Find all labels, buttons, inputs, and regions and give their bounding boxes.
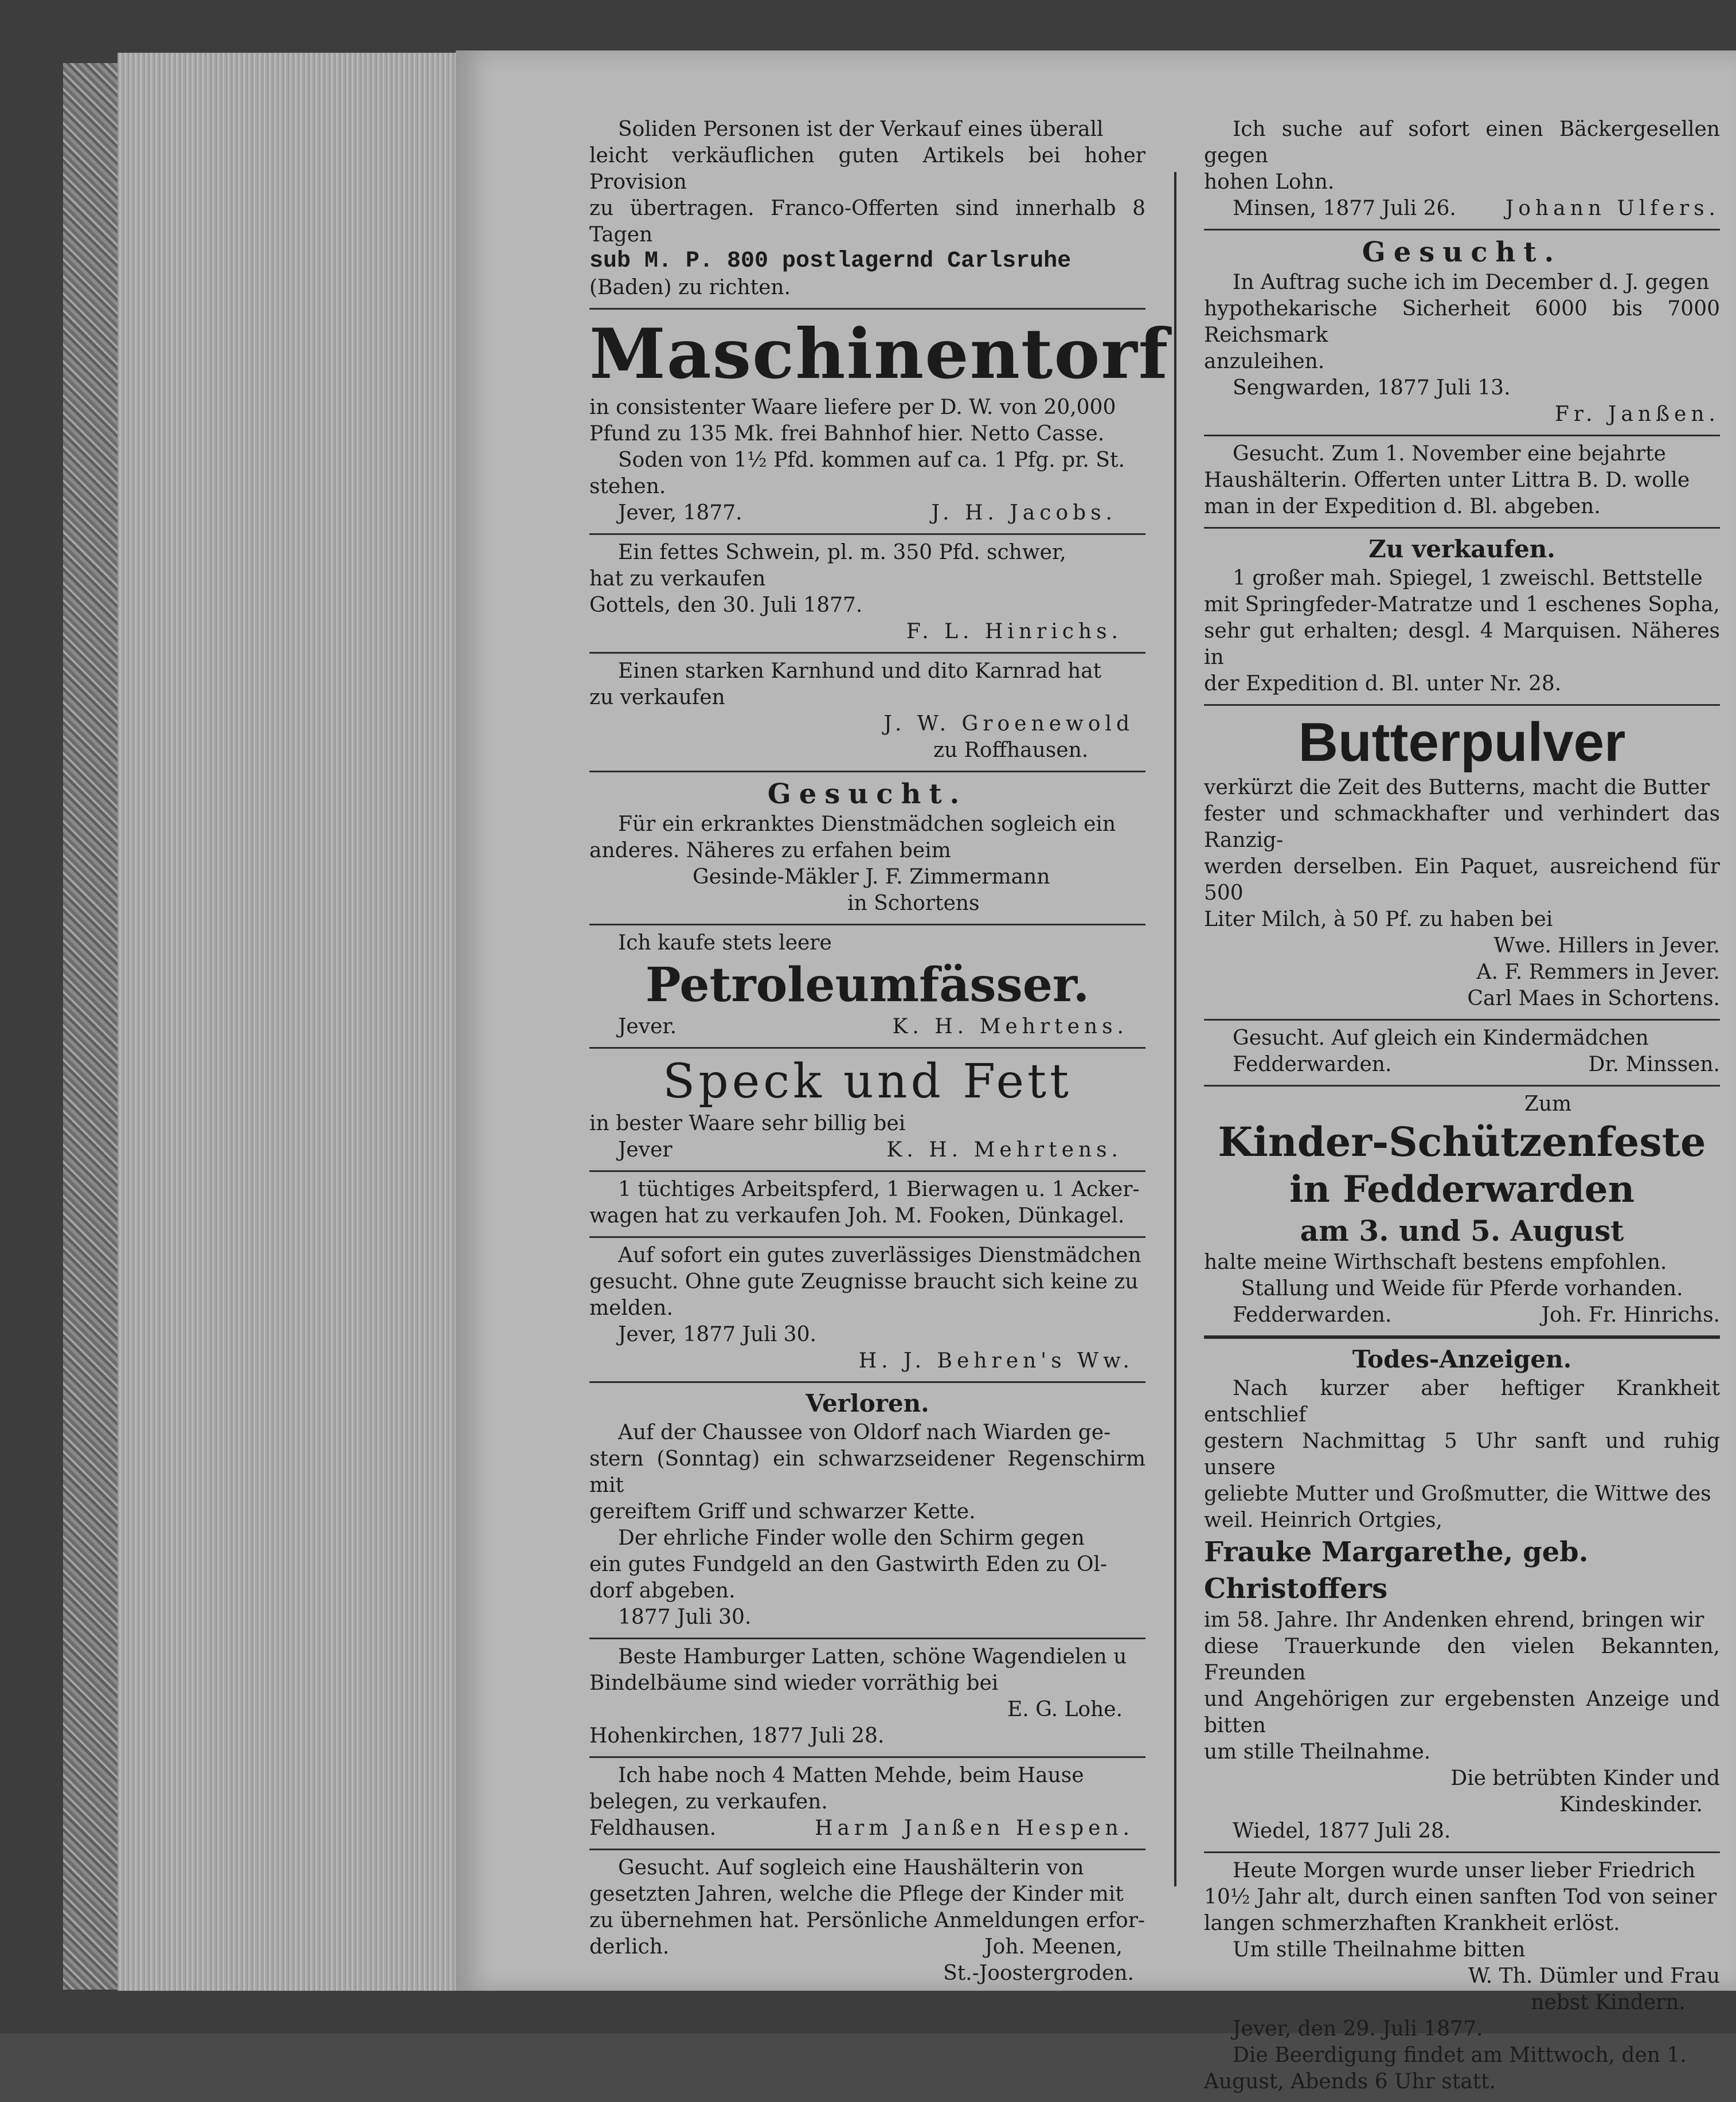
ad-seller: Carl Maes in Schortens. <box>1467 987 1720 1010</box>
ad-signer: Fr. Janßen. <box>1554 403 1720 426</box>
book-cover-edge <box>63 63 119 1990</box>
ad-line: Um stille Theilnahme bitten <box>1233 1938 1526 1962</box>
ad-line: in consistenter Waare liefere per D. W. von 20,000 <box>589 396 1116 419</box>
ad-place: Fedderwarden. <box>1233 1053 1392 1076</box>
ad-line: Stallung und Weide für Pferde vorhanden. <box>1241 1277 1683 1300</box>
ad-bacon-fat <box>589 1049 1145 1172</box>
ad-kinder-schuetzenfest <box>1204 1087 1720 1339</box>
ad-signer: H. J. Behren's Ww. <box>858 1349 1134 1373</box>
ad-signer: nebst Kindern. <box>1531 1991 1686 2014</box>
ad-line: anderes. Näheres zu erfahen beim <box>589 839 951 862</box>
ad-signer: Kindeskinder. <box>1559 1793 1703 1816</box>
ad-title: Speck und Fett <box>663 1054 1072 1109</box>
ad-line: leicht verkäuflichen guten Artikels bei hoher Provision <box>589 144 1145 194</box>
ad-seller: Wwe. Hillers in Jever. <box>1493 934 1720 958</box>
ad-place: Jever, 1877 Juli 30. <box>618 1323 816 1346</box>
ad-line: und Angehörigen zur ergebensten Anzeige und bitten <box>1204 1687 1720 1737</box>
ad-line: weil. Heinrich Ortgies, <box>1204 1509 1442 1532</box>
ad-line: halte meine Wirthschaft bestens empfohlen. <box>1204 1251 1667 1274</box>
ad-death-notice-ortgies <box>1204 1339 1720 1853</box>
ad-place: Jever, den 29. Juli 1877. <box>1233 2017 1483 2041</box>
ad-signer: F. L. Hinrichs. <box>906 620 1123 643</box>
ad-death-notice-duemler <box>1204 1853 1720 2102</box>
ad-line: der Expedition d. Bl. unter Nr. 28. <box>1204 672 1562 696</box>
ad-line: Die Beerdigung findet am Mittwoch, den 1. <box>1233 2044 1687 2067</box>
ad-line: Gesucht. Auf gleich ein Kindermädchen <box>1233 1026 1649 1050</box>
ad-place: Hohenkirchen, 1877 Juli 28. <box>589 1724 885 1748</box>
ad-line: in Schortens <box>847 892 980 915</box>
ad-subtitle: in Fedderwarden <box>1289 1168 1635 1211</box>
ad-line: Ich habe noch 4 Matten Mehde, beim Hause <box>618 1764 1084 1787</box>
ad-line: Der ehrliche Finder wolle den Schirm gegen <box>618 1526 1085 1550</box>
ad-maid-sofort <box>589 1238 1145 1383</box>
ad-line: stern (Sonntag) ein schwarzseidener Regenschirm mit <box>589 1447 1145 1497</box>
ad-line: wagen hat zu verkaufen Joh. M. Fooken, Dünkagel. <box>589 1204 1125 1228</box>
ad-signer: Joh. Meenen, <box>984 1935 1123 1959</box>
ad-baker-wanted <box>1204 112 1720 230</box>
ad-line: Soden von 1½ Pfd. kommen auf ca. 1 Pfg. pr. St. <box>618 448 1125 472</box>
ad-line: Auf sofort ein gutes zuverlässiges Dienstmädchen <box>618 1244 1141 1267</box>
ad-line: Heute Morgen wurde unser lieber Friedrich <box>1233 1859 1696 1882</box>
ad-maschinentorf <box>589 310 1170 535</box>
ad-line: hohen Lohn. <box>1204 170 1335 194</box>
ad-line: Einen starken Karnhund und dito Karnrad hat <box>618 659 1102 683</box>
ad-line: melden. <box>589 1296 673 1320</box>
ad-signer: Die betrübten Kinder und <box>1450 1767 1720 1790</box>
ad-hamburg-laths <box>589 1639 1145 1758</box>
ad-title: Butterpulver <box>1298 712 1626 773</box>
ad-line: Bindelbäume sind wieder vorräthig bei <box>589 1671 999 1695</box>
ad-deceased-name: Frauke Margarethe, geb. Christoffers <box>1204 1536 1589 1605</box>
ad-line: anzuleihen. <box>1204 350 1325 373</box>
ad-line: Beste Hamburger Latten, schöne Wagendielen u <box>618 1645 1127 1669</box>
ad-heading: Todes-Anzeigen. <box>1352 1345 1572 1373</box>
ad-line: langen schmerzhaften Krankheit erlöst. <box>1204 1912 1620 1935</box>
ad-line: 10½ Jahr alt, durch einen sanften Tod von seiner <box>1204 1885 1717 1909</box>
ad-heading: Gesucht. <box>767 778 968 810</box>
ad-line: mit Springfeder-Matratze und 1 eschenes Sopha, <box>1204 593 1720 616</box>
ad-petroleum-barrels <box>589 925 1145 1049</box>
ad-subtitle: am 3. und 5. August <box>1300 1214 1624 1248</box>
ad-signer: Dr. Minssen. <box>1588 1053 1720 1076</box>
ad-line: hypothekarische Sicherheit 6000 bis 7000 Reichsmark <box>1204 297 1720 347</box>
ad-place: Minsen, 1877 Juli 26. <box>1233 197 1456 220</box>
ad-line: im 58. Jahre. Ihr Andenken ehrend, bringen wir <box>1204 1608 1704 1632</box>
ad-place: Jever, 1877. <box>618 501 742 525</box>
ad-place: Fedderwarden. <box>1233 1303 1392 1327</box>
ad-title: Kinder-Schützenfeste <box>1218 1118 1706 1166</box>
ad-signer: K. H. Mehrtens. <box>886 1138 1123 1162</box>
ad-lost-umbrella <box>589 1383 1145 1639</box>
ad-loan-wanted <box>1204 230 1720 436</box>
ad-agents-wanted <box>589 112 1145 310</box>
ad-line: Gesucht. Auf sogleich eine Haushälterin von <box>618 1856 1084 1880</box>
ad-place: Sengwarden, 1877 Juli 13. <box>1233 376 1511 400</box>
ad-line: zu übertragen. Franco-Offerten sind innerhalb 8 Tagen <box>589 197 1145 247</box>
ad-signer: K. H. Mehrtens. <box>892 1015 1128 1038</box>
ad-line: Ich kaufe stets leere <box>618 931 832 955</box>
ad-line: stehen. <box>589 475 666 498</box>
ad-line: gesucht. Ohne gute Zeugnisse braucht sich keine zu <box>589 1270 1139 1294</box>
ad-signer: Joh. Fr. Hinrichs. <box>1541 1303 1720 1327</box>
ad-signer: W. Th. Dümler und Frau <box>1468 1964 1720 1988</box>
ad-line: fester und schmackhafter und verhindert das Ranzig- <box>1204 802 1720 852</box>
ad-line: Nach kurzer aber heftiger Krankheit entschlief <box>1204 1377 1720 1427</box>
ad-nanny-wanted <box>1204 1021 1720 1087</box>
ad-date: 1877 Juli 30. <box>618 1605 752 1629</box>
ad-signer: J. H. Jacobs. <box>931 501 1117 525</box>
ad-line: Ich suche auf sofort einen Bäckergesellen gegen <box>1204 118 1720 167</box>
ad-line: derlich. <box>589 1935 670 1959</box>
ad-line: (Baden) zu richten. <box>589 276 791 299</box>
ad-place: Wiedel, 1877 Juli 28. <box>1233 1819 1451 1843</box>
ad-place: Feldhausen. <box>589 1816 717 1840</box>
ad-line: geliebte Mutter und Großmutter, die Wittwe des <box>1204 1482 1711 1506</box>
ad-line-bold: sub M. P. 800 postlagernd Carlsruhe <box>589 248 1072 274</box>
ad-line: hat zu verkaufen <box>589 567 766 591</box>
ad-line: Haushälterin. Offerten unter Littra B. D. wolle <box>1204 468 1690 492</box>
ad-line: Liter Milch, à 50 Pf. zu haben bei <box>1204 908 1553 931</box>
ad-line: Zum <box>1524 1092 1572 1116</box>
ad-line: um stille Theilnahme. <box>1204 1740 1431 1764</box>
ad-line: Gesinde-Mäkler J. F. Zimmermann <box>693 865 1050 889</box>
ad-line: zu übernehmen hat. Persönliche Anmeldungen erfor- <box>589 1909 1145 1932</box>
ad-line: werden derselben. Ein Paquet, ausreichend für 500 <box>1204 855 1720 905</box>
ad-signer: Johann Ulfers. <box>1505 197 1720 220</box>
ad-maid-wanted <box>589 772 1145 925</box>
ad-line: verkürzt die Zeit des Butterns, macht die Butter <box>1204 776 1710 799</box>
ad-line: gestern Nachmittag 5 Uhr sanft und ruhig unsere <box>1204 1429 1720 1479</box>
ad-heading: Verloren. <box>806 1389 929 1417</box>
ad-title: Maschinentorf <box>589 314 1170 394</box>
ad-line: In Auftrag suche ich im December d. J. gegen <box>1233 271 1710 294</box>
ad-line: sehr gut erhalten; desgl. 4 Marquisen. Näheres in <box>1204 619 1720 669</box>
ad-place: Jever. <box>618 1015 677 1038</box>
ad-cart-dog <box>589 654 1145 772</box>
ad-fat-pig <box>589 535 1145 654</box>
ad-line: Ein fettes Schwein, pl. m. 350 Pfd. schwer, <box>618 541 1066 564</box>
column-divider <box>1174 172 1176 1886</box>
ad-place: Gottels, den 30. Juli 1877. <box>589 593 863 617</box>
ad-line: Auf der Chaussee von Oldorf nach Wiarden ge- <box>618 1421 1111 1444</box>
ad-workhorse <box>589 1172 1145 1238</box>
ad-signer: E. G. Lohe. <box>1007 1698 1123 1721</box>
ad-line: 1 tüchtiges Arbeitspferd, 1 Bierwagen u. 1 Acker- <box>618 1178 1140 1201</box>
ad-line: zu verkaufen <box>589 686 725 709</box>
ad-place: Jever <box>618 1138 672 1162</box>
ad-line: belegen, zu verkaufen. <box>589 1790 828 1814</box>
ad-heading: Gesucht. <box>1362 236 1562 268</box>
left-column <box>589 112 1170 1994</box>
right-column <box>1204 112 1720 2102</box>
ad-butterpulver <box>1204 706 1720 1021</box>
ad-line: Soliden Personen ist der Verkauf eines überall <box>618 118 1104 141</box>
ad-line: gereiftem Griff und schwarzer Kette. <box>589 1500 976 1523</box>
ad-housekeeper <box>589 1850 1145 1994</box>
ad-line: Gesucht. Zum 1. November eine bejahrte <box>1233 442 1666 466</box>
ad-line: gesetzten Jahren, welche die Pflege der Kinder mit <box>589 1882 1124 1906</box>
ad-furniture-sale <box>1204 529 1720 706</box>
ad-signer-place: zu Roffhausen. <box>933 739 1089 762</box>
ad-seller: A. F. Remmers in Jever. <box>1476 960 1720 984</box>
ad-title: Petroleumfässer. <box>645 958 1090 1013</box>
ad-signer-place: St.-Joostergroden. <box>943 1962 1134 1985</box>
ad-line: Für ein erkranktes Dienstmädchen sogleich ein <box>618 812 1116 836</box>
ad-housekeeper-november <box>1204 436 1720 529</box>
ad-line: in bester Waare sehr billig bei <box>589 1112 906 1135</box>
page-stack <box>118 53 457 1991</box>
ad-signer: J. W. Groenewold <box>883 712 1134 736</box>
ad-line: August, Abends 6 Uhr statt. <box>1204 2070 1496 2093</box>
ad-line: Pfund zu 135 Mk. frei Bahnhof hier. Netto Casse. <box>589 422 1105 446</box>
ad-line: diese Trauerkunde den vielen Bekannten, Freunden <box>1204 1635 1720 1685</box>
ad-meadow <box>589 1758 1145 1850</box>
ad-line: ein gutes Fundgeld an den Gastwirth Eden zu Ol- <box>589 1553 1108 1576</box>
ad-line: 1 großer mah. Spiegel, 1 zweischl. Bettstelle <box>1233 566 1703 590</box>
ad-heading: Zu verkaufen. <box>1369 535 1555 563</box>
ad-line: man in der Expedition d. Bl. abgeben. <box>1204 495 1601 518</box>
ad-signer: Harm Janßen Hespen. <box>815 1816 1134 1840</box>
ad-line: dorf abgeben. <box>589 1579 736 1603</box>
